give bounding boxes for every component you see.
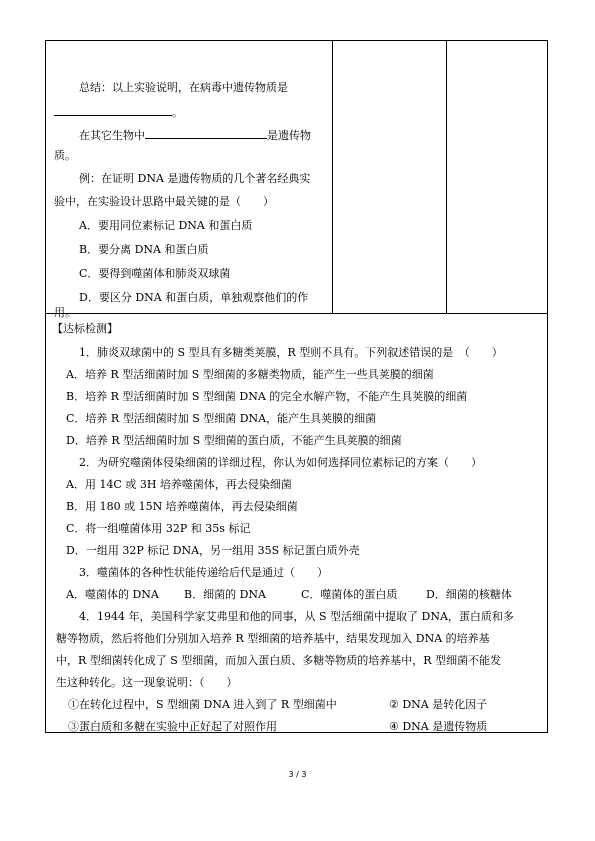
- column-divider-2: [446, 41, 447, 313]
- column-divider-1: [332, 41, 333, 313]
- example-option: A．要用同位素标记 DNA 和蛋白质: [79, 219, 253, 232]
- summary-line-2: 。: [54, 104, 183, 120]
- section-divider: [46, 313, 547, 314]
- question-2-option: B．用 180 或 15N 培养噬菌体，再去侵染细菌: [66, 500, 298, 513]
- question-2-option: D．一组用 32P 标记 DNA，另一组用 35S 标记蛋白质外壳: [66, 544, 360, 557]
- example-option: B．要分离 DNA 和蛋白质: [79, 243, 209, 256]
- question-1-option: B．培养 R 型活细菌时加 S 型细菌 DNA 的完全水解产物，不能产生具荚膜的细菌: [66, 390, 468, 403]
- example-option: D．要区分 DNA 和蛋白质，单独观察他们的作: [79, 291, 309, 304]
- question-2-stem: 2．为研究噬菌体侵染细菌的详细过程，你认为如何选择同位素标记的方案（ ）: [79, 456, 482, 469]
- question-4-statement: ④ DNA 是遗传物质: [389, 720, 488, 733]
- document-table: [45, 40, 548, 733]
- question-3-option: D．细菌的核糖体: [426, 588, 512, 601]
- question-4-line: 中，R 型细菌转化成了 S 型细菌，而加入蛋白质、多糖等物质的培养基中，R 型细菌不能发: [56, 654, 502, 667]
- example-option-continued: 用。: [54, 306, 76, 319]
- question-1-option: A．培养 R 型活细菌时加 S 型细菌的多糖类物质，能产生一些具荚膜的细菌: [66, 368, 434, 381]
- question-3-option: A．噬菌体的 DNA: [66, 588, 159, 601]
- summary-line-4: 质。: [54, 149, 76, 162]
- question-3-option: C．噬菌体的蛋白质: [301, 588, 398, 601]
- question-4-statement: ①在转化过程中，S 型细菌 DNA 进入到了 R 型细菌中: [68, 698, 337, 711]
- example-option: C．要得到噬菌体和肺炎双球菌: [79, 267, 231, 280]
- question-4-line: 生这种转化。这一现象说明：（ ）: [56, 676, 238, 689]
- answer-blank: [145, 127, 267, 139]
- section-title: 【达标检测】: [52, 322, 118, 335]
- question-3-option: B．细菌的 DNA: [184, 588, 266, 601]
- question-3-stem: 3．噬菌体的各种性状能传递给后代是通过（ ）: [79, 566, 328, 579]
- question-4-statement: ② DNA 是转化因子: [389, 698, 488, 711]
- question-2-option: A．用 14C 或 3H 培养噬菌体，再去侵染细菌: [66, 478, 292, 491]
- answer-blank: [54, 104, 172, 116]
- page-number: 3 / 3: [288, 770, 307, 779]
- question-1-option: D．培养 R 型活细菌时加 S 型细菌的蛋白质，不能产生具荚膜的细菌: [66, 434, 402, 447]
- example-line-1: 例：在证明 DNA 是遗传物质的几个著名经典实: [79, 172, 311, 185]
- question-2-option: C．将一组噬菌体用 32P 和 35s 标记: [66, 522, 251, 535]
- question-4-line: 4．1944 年，美国科学家艾弗里和他的同事，从 S 型活细菌中提取了 DNA，蛋白质和多: [79, 610, 514, 623]
- question-1-stem: 1．肺炎双球菌中的 S 型具有多糖类荚膜，R 型则不具有。下列叙述错误的是 （ ）: [79, 346, 503, 359]
- question-4-statement: ③蛋白质和多糖在实验中正好起了对照作用: [68, 720, 277, 733]
- question-4-line: 糖等物质，然后将他们分别加入培养 R 型细菌的培养基中，结果发现加入 DNA 的培养基: [56, 632, 490, 645]
- summary-line-3: 在其它生物中 是遗传物: [79, 129, 311, 142]
- question-1-option: C．培养 R 型活细菌时加 S 型细菌 DNA，能产生具荚膜的细菌: [66, 412, 377, 425]
- example-line-2: 验中，在实验设计思路中最关键的是（ ）: [54, 195, 274, 208]
- summary-line-1: 总结：以上实验说明，在病毒中遗传物质是: [79, 81, 288, 94]
